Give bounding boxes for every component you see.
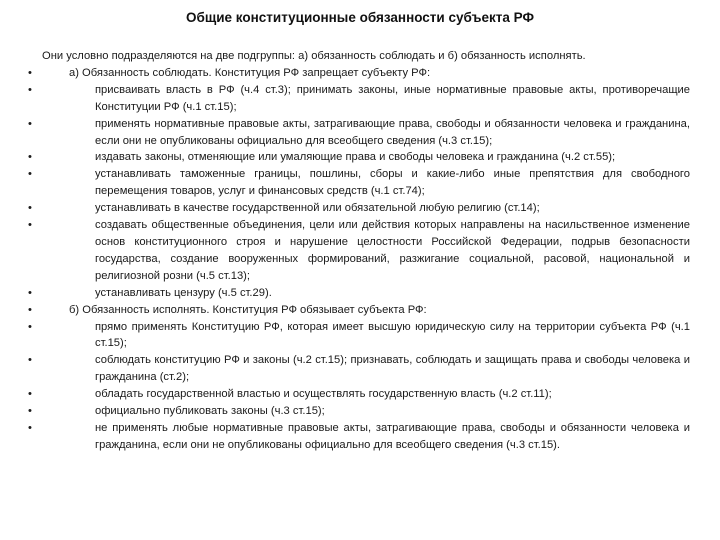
bullet-icon: • — [28, 168, 32, 181]
list-item-text: устанавливать цензуру (ч.5 ст.29). — [95, 286, 272, 299]
list-item-text: присваивать власть в РФ (ч.4 ст.3); принимать законы, иные нормативные правовые акты, противоречащие Конституции РФ (ч.1 ст.15); — [95, 83, 690, 113]
intro-text: Они условно подразделяются на две подгруппы: а) обязанность соблюдать и б) обязанность исполнять. — [42, 50, 586, 62]
list-item-text: устанавливать в качестве государственной или обязательной любую религию (ст.14); — [95, 202, 540, 215]
list-item — [28, 386, 690, 403]
list-item — [28, 166, 690, 200]
bullet-icon: • — [28, 421, 32, 434]
list-item — [28, 217, 690, 285]
list-item-text: не применять любые нормативные правовые акты, затрагивающие права, свободы и обязанности человека и гражданина, если они не опубликованы официально для всеобщего сведения (ч.3 ст.15). — [95, 421, 690, 451]
page-title: Общие конституционные обязанности субъекта РФ — [186, 10, 534, 25]
list-item-text: обладать государственной властью и осуществлять государственную власть (ч.2 ст.11); — [95, 388, 552, 401]
bullet-icon: • — [28, 66, 32, 79]
bullet-icon: • — [28, 219, 32, 232]
list-item-text: применять нормативные правовые акты, затрагивающие права, свободы и обязанности человека и гражданина, если они не опубликованы официально для всеобщего сведения (ч.3 ст.15); — [95, 117, 690, 147]
content-body — [28, 48, 690, 454]
bullet-icon: • — [28, 320, 32, 333]
list-item — [28, 200, 690, 217]
list-item-text: издавать законы, отменяющие или умаляющие права и свободы человека и гражданина (ч.2 ст.55); — [95, 151, 616, 164]
group-a-heading-row — [28, 65, 690, 82]
group-b-heading: б) Обязанность исполнять. Конституция РФ обязывает субъекта РФ: — [69, 303, 427, 316]
list-item-text: прямо применять Конституцию РФ, которая имеет высшую юридическую силу на территории субъекта РФ (ч.1 ст.15); — [95, 320, 690, 350]
group-b-heading-row — [28, 302, 690, 319]
bullet-icon: • — [28, 303, 32, 316]
list-item — [28, 319, 690, 353]
list-item — [28, 82, 690, 116]
list-item-text: официально публиковать законы (ч.3 ст.15); — [95, 405, 325, 418]
list-item — [28, 149, 690, 166]
bullet-icon: • — [28, 83, 32, 96]
bullet-icon: • — [28, 388, 32, 401]
list-item — [28, 352, 690, 386]
bullet-icon: • — [28, 202, 32, 215]
list-item — [28, 285, 690, 302]
list-item — [28, 420, 690, 454]
list-item — [28, 403, 690, 420]
group-a-heading: а) Обязанность соблюдать. Конституция РФ запрещает субъекту РФ: — [69, 66, 431, 79]
bullet-icon: • — [28, 151, 32, 164]
list-item — [28, 116, 690, 150]
list-item-text: соблюдать конституцию РФ и законы (ч.2 ст.15); признавать, соблюдать и защищать права и свободы человека и гражданина (ст.2); — [95, 354, 690, 384]
bullet-icon: • — [28, 354, 32, 367]
list-item-text: создавать общественные объединения, цели или действия которых направлены на насильственное изменение основ конституционного строя и нарушение целостности Российской Федерации, подрыв безопасности государства, создание вооруженных формирований, разжигание социальной, расовой, национальной и религиозной розни (ч.5 ст.13); — [95, 219, 690, 282]
bullet-icon: • — [28, 405, 32, 418]
list-item-text: устанавливать таможенные границы, пошлины, сборы и какие-либо иные препятствия для свободного перемещения товаров, услуг и финансовых средств (ч.1 ст.74); — [95, 168, 690, 198]
bullet-icon: • — [28, 117, 32, 130]
bullet-icon: • — [28, 286, 32, 299]
